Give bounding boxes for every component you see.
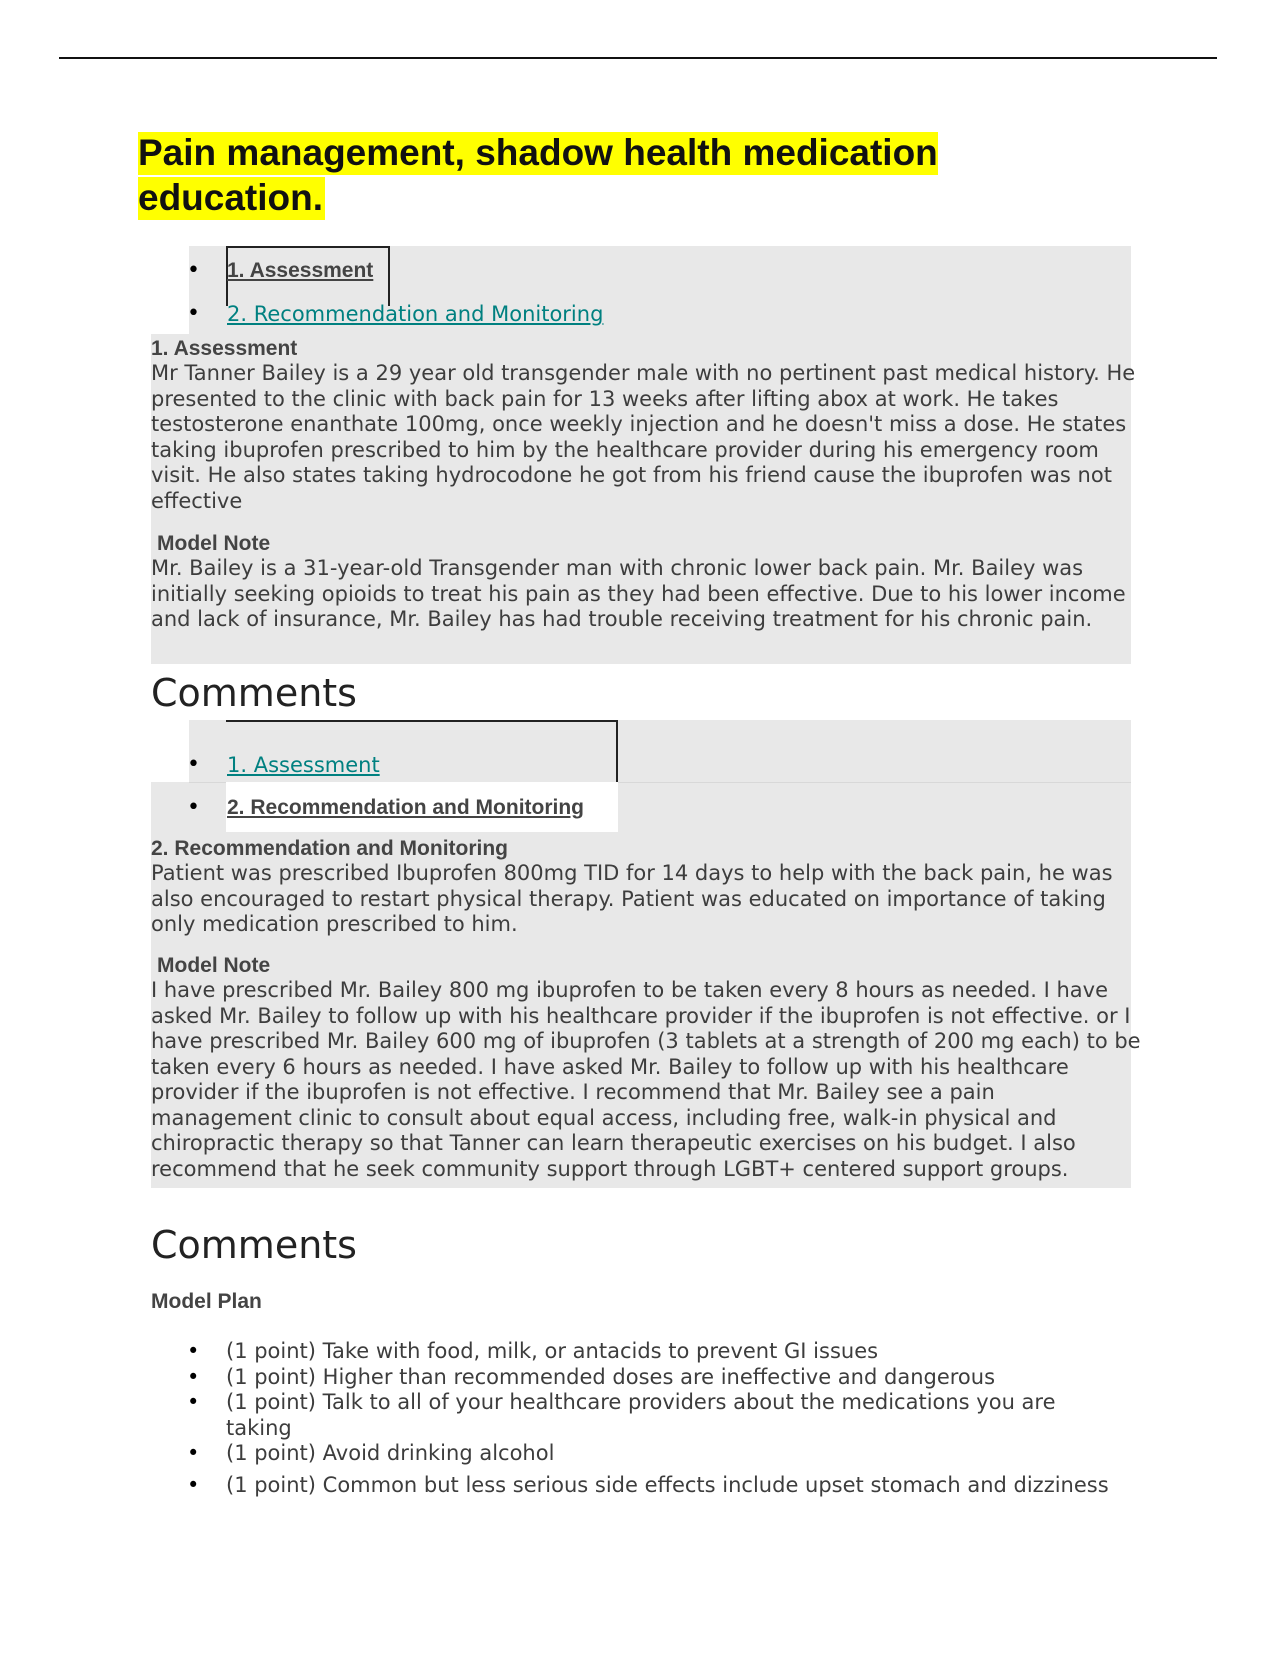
model-plan-list [189, 1339, 1109, 1500]
tab-recommendation-link[interactable]: 2. Recommendation and Monitoring [227, 302, 604, 326]
recommendation-model-note-label: Model Note [157, 954, 271, 977]
tab-list [187, 720, 1131, 820]
bullet-icon: • [187, 1339, 200, 1363]
bullet-icon: • [187, 752, 200, 777]
list-item [189, 1390, 1109, 1441]
recommendation-text: Patient was prescribed Ibuprofen 800mg TID for 14 days to help with the back pain, he was also encouraged to restart physical therapy. Patient was educated on importance of taking only medication prescribed to him. [151, 861, 1113, 936]
bullet-icon: • [187, 258, 200, 283]
tab-assessment[interactable] [189, 251, 789, 291]
assessment-text: Mr Tanner Bailey is a 29 year old transgender male with no pertinent past medical history. He presented to the clinic with back pain for 13 weeks after lifting abox at work. He takes testosterone enanthate 100mg, once weekly injection and he doesn't miss a dose. He states taking ibuprofen prescribed to him by the healthcare provider during his emergency room visit. He also states taking hydrocodone he got from his friend cause the ibuprofen was not effective [151, 361, 1136, 513]
bullet-icon: • [187, 1441, 200, 1465]
list-item-text: (1 point) Higher than recommended doses are ineffective and dangerous [226, 1364, 996, 1389]
tab-recommendation[interactable] [189, 788, 789, 828]
assessment-model-note-label: Model Note [157, 532, 271, 555]
tab-assessment-link[interactable]: 1. Assessment [227, 259, 374, 282]
bullet-icon: • [187, 795, 200, 820]
assessment-heading: 1. Assessment [151, 337, 298, 360]
list-item-text: (1 point) Take with food, milk, or antacids to prevent GI issues [226, 1339, 879, 1363]
tab-list [189, 246, 1131, 335]
tab-assessment-link[interactable]: 1. Assessment [227, 753, 380, 777]
comments-heading: Comments [151, 671, 357, 715]
list-item [189, 1471, 1109, 1500]
list-item-text: (1 point) Talk to all of your healthcare providers about the medications you are taking [226, 1390, 1056, 1440]
list-item-text: (1 point) Avoid drinking alcohol [226, 1441, 555, 1465]
bullet-icon: • [187, 1364, 200, 1389]
list-item-text: (1 point) Common but less serious side effects include upset stomach and dizziness [226, 1472, 1109, 1497]
recommendation-heading: 2. Recommendation and Monitoring [151, 837, 509, 860]
document-title-text: Pain management, shadow health medication education. [138, 132, 938, 218]
list-item [189, 1365, 1109, 1391]
bullet-icon: • [187, 1390, 200, 1414]
model-plan-heading: Model Plan [151, 1290, 262, 1313]
document-title [138, 130, 958, 220]
list-item [189, 1339, 1109, 1365]
comments-heading: Comments [151, 1223, 357, 1267]
recommendation-model-note: I have prescribed Mr. Bailey 800 mg ibuprofen to be taken every 8 hours as needed. I have asked Mr. Bailey to follow up with his healthcare provider if the ibuprofen is not effective. or I have prescribed Mr. Bailey 600 mg of ibuprofen (3 tablets at a strength of 200 mg each) to be taken every 6 hours as needed. I have asked Mr. Bailey to follow up with his healthcare provider if the ibuprofen is not effective. I recommend that Mr. Bailey see a pain management clinic to consult about equal access, including free, walk-in physical and chiropractic therapy so that Tanner can learn therapeutic exercises on his budget. I also recommend that he seek community support through LGBT+ centered support groups. [151, 978, 1141, 1181]
tab-recommendation[interactable] [189, 294, 789, 334]
list-item [189, 1441, 1109, 1467]
tab-recommendation-link[interactable]: 2. Recommendation and Monitoring [227, 796, 585, 819]
bullet-icon: • [187, 1472, 200, 1497]
top-divider [59, 57, 1217, 59]
assessment-model-note: Mr. Bailey is a 31-year-old Transgender man with chronic lower back pain. Mr. Bailey was initially seeking opioids to treat his pain as they had been effective. Due to his lower income and lack of insurance, Mr. Bailey has had trouble receiving treatment for his chronic pain. [151, 556, 1126, 631]
bullet-icon: • [187, 301, 200, 326]
